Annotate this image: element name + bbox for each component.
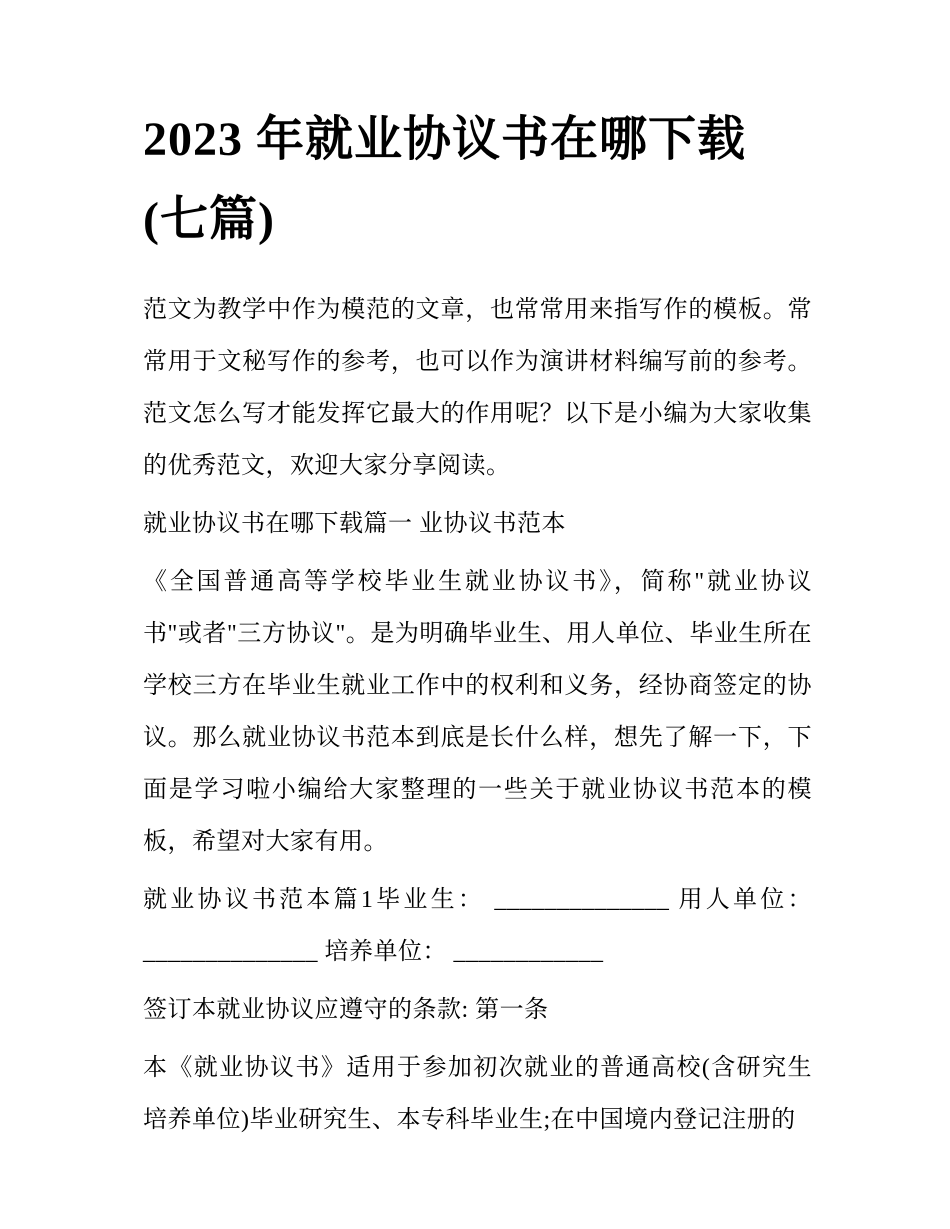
document-body: [143, 284, 812, 1146]
paragraph-clause-body: 本《就业协议书》适用于参加初次就业的普通高校(含研究生培养单位)毕业研究生、本专科毕业生;在中国境内登记注册的: [143, 1055, 812, 1133]
paragraph-section-heading: 就业协议书在哪下载篇一 业协议书范本: [143, 511, 566, 537]
document-title: [143, 100, 812, 260]
paragraph-clause-heading: 签订本就业协议应遵守的条款: 第一条: [143, 997, 549, 1023]
paragraph-form-fields: 就业协议书范本篇1毕业生： ______________ 用人单位： ______________ 培养单位： ____________: [143, 887, 812, 965]
document-title-line-1: 2023 年就业协议书在哪下载: [143, 113, 747, 166]
paragraph-intro: 范文为教学中作为模范的文章，也常常用来指写作的模板。常常用于文秘写作的参考，也可以作为演讲材料编写前的参考。范文怎么写才能发挥它最大的作用呢？以下是小编为大家收集的优秀范文，欢迎大家分享阅读。: [143, 297, 812, 479]
paragraph-agreement-description: 《全国普通高等学校毕业生就业协议书》，简称"就业协议书"或者"三方协议"。是为明确毕业生、用人单位、毕业生所在学校三方在毕业生就业工作中的权利和义务，经协商签定的协议。那么就业协议书范本到底是长什么样，想先了解一下，下面是学习啦小编给大家整理的一些关于就业协议书范本的模板，希望对大家有用。: [143, 569, 812, 855]
document-title-line-2: (七篇): [143, 193, 275, 246]
